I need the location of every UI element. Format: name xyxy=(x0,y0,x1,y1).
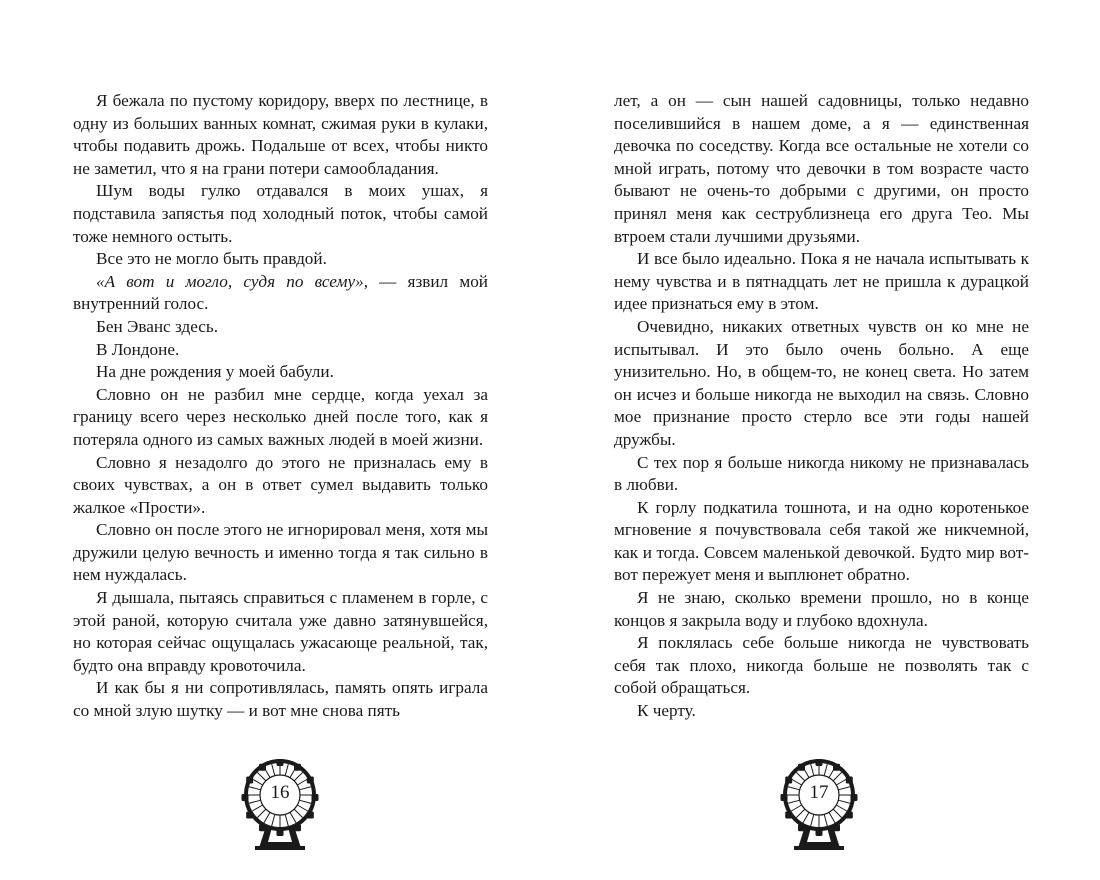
paragraph: лет, а он — сын нашей садовницы, только недавно поселившийся в нашем доме, а я — единственная девочка по соседству. Когда все остальные не хотели со мной играть, потому что девочки в том возрасте часто бывают не очень-то добрыми с другими, он просто принял меня как сеструблизнеца его друга Тео. Мы втроем стали лучшими друзьями. xyxy=(614,91,1029,246)
paragraph: Я поклялась себе больше никогда не чувствовать себя так плохо, никогда больше не позволять так с собой обращаться. xyxy=(614,633,1029,698)
paragraph: Я бежала по пустому коридору, вверх по лестнице, в одну из больших ванных комнат, сжимая руки в кулаки, чтобы подавить дрожь. Подальше от всех, чтобы никто не заметил, что я на грани потери самообладания. xyxy=(73,91,488,178)
paragraph: Все это не могло быть правдой. xyxy=(96,249,327,269)
inner-voice-quote: «А вот и могло, судя по всему» xyxy=(96,271,364,291)
page-number-right xyxy=(774,758,864,852)
paragraph: На дне рождения у моей бабули. xyxy=(96,362,334,382)
page-number-text: 17 xyxy=(809,782,829,803)
paragraph: И все было идеально. Пока я не начала испытывать к нему чувства и в пятнадцать лет не пришла к дурацкой идее признаться ему в этом. xyxy=(614,249,1029,314)
right-page-text xyxy=(614,90,1029,723)
paragraph xyxy=(73,271,488,316)
paragraph: Словно он после этого не игнорировал меня, хотя мы дружили целую вечность и именно тогда я так сильно в нем нуждалась. xyxy=(73,520,488,585)
ferris-wheel-icon xyxy=(774,758,864,852)
paragraph: Я дышала, пытаясь справиться с пламенем в горле, с этой раной, которую считала уже давно затянувшейся, но которая сейчас ощущалась ужасающе реальной, так, будто она вправду кровоточила. xyxy=(73,588,488,675)
paragraph: И как бы я ни сопротивлялась, память опять играла со мной злую шутку — и вот мне снова пять xyxy=(73,678,488,721)
paragraph: С тех пор я больше никогда никому не признавалась в любви. xyxy=(614,452,1029,495)
ferris-wheel-icon xyxy=(235,758,325,852)
paragraph: К горлу подкатила тошнота, и на одно коротенькое мгновение я почувствовала себя такой же никчемной, как и тогда. Совсем маленькой девочкой. Будто мир вот-вот пережует меня и выплюнет обратно. xyxy=(614,497,1029,585)
paragraph: Я не знаю, сколько времени прошло, но в конце концов я закрыла воду и глубоко вдохнула. xyxy=(614,588,1029,630)
paragraph: Словно я незадолго до этого не призналась ему в своих чувствах, а он в ответ сумел выдавить только жалкое «Прости». xyxy=(73,452,488,517)
paragraph: Шум воды гулко отдавался в моих ушах, я подставила запястья под холодный поток, чтобы самой тоже немного остыть. xyxy=(73,181,488,246)
page-number-left xyxy=(235,758,325,852)
left-page-text xyxy=(73,90,488,723)
paragraph-continuation: , — язвил мой внутренний голос. xyxy=(73,271,488,314)
page-number-text: 16 xyxy=(270,782,290,803)
paragraph: Очевидно, никаких ответных чувств он ко мне не испытывал. И это было очень больно. А еще унизительно. Но, в общем-то, не конец света. Но затем он исчез и больше никогда не выходил на связь. Словно мое признание просто стерло все эти годы нашей дружбы. xyxy=(614,316,1029,449)
paragraph: Словно он не разбил мне сердце, когда уехал за границу всего через несколько дней после того, как я потеряла одного из самых важных людей в моей жизни. xyxy=(73,384,488,449)
paragraph: К черту. xyxy=(637,701,696,721)
paragraph: Бен Эванс здесь. xyxy=(96,316,219,336)
paragraph: В Лондоне. xyxy=(96,339,180,359)
